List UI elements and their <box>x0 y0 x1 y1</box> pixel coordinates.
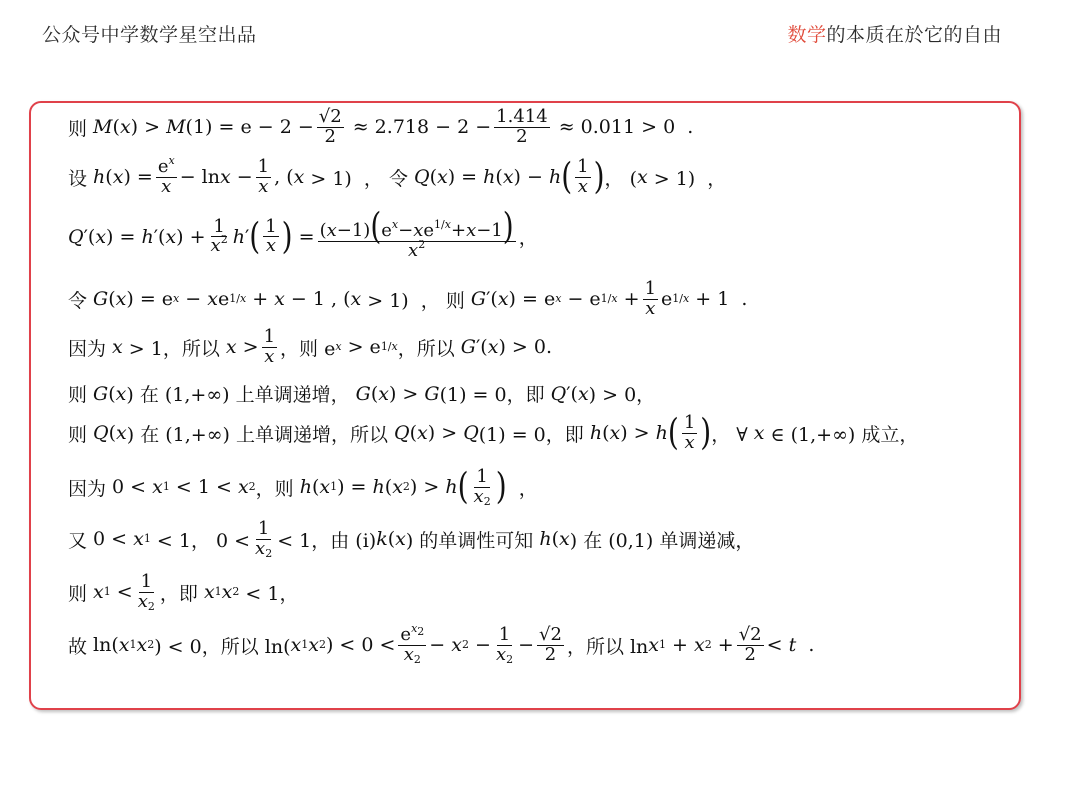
math-line-10: 则 x 1 < $\frac{1}{x_2}$ ，即 x 1 x 2 < 1， <box>68 571 299 613</box>
math-line-7: 则 Q ( x ) 在 (1,+∞) 上单调递增，所以 Q ( x ) > Q (1) = 0，即 h ( x ) > h ( $\frac{1}{x}$ ) ， ∀ x ∈ (1,+∞) 成立， <box>68 411 919 455</box>
header-left-title: 公众号中学数学星空出品 <box>42 24 257 46</box>
math-line-6: 则 G ( x ) 在 (1,+∞) 上单调递增， G ( x ) > G (1) = 0，即 Q ′( x ) > 0， <box>68 382 656 406</box>
math-line-3: Q ′( x ) = h ′( x ) + $\frac{1}{x^2}$ h ′ ( $\frac{1}{x}$ ) = $\frac{(x-1)(e^x-xe^{1/x}+x-1)}{x^2}$ ， <box>68 204 538 261</box>
math-line-2: 设 h ( x ) = $\frac{e^x}{x}$ − ln x − $\frac{1}{x}$ , ( x > 1) ， 令 Q ( x ) = h ( x ) − h ( $\frac{1}{x}$ ) ， ( x > 1) ， <box>68 154 727 199</box>
header-motto-rest: 的本质在於它的自由 <box>826 24 1002 46</box>
math-line-9: 又 0 < x 1 < 1， 0 < $\frac{1}{x_2}$ < 1，由 (i) k ( x ) 的单调性可知 h ( x ) 在 (0,1) 单调递减， <box>68 518 755 560</box>
math-line-5: 因为 x > 1，所以 x > $\frac{1}{x}$ ，则 e x > e 1/x ，所以 G ′( x ) > 0. <box>68 326 552 367</box>
math-line-8: 因为 0 < x 1 < 1 < x 2 ，则 h ( x 1 ) = h ( x 2 ) > h ( $\frac{1}{x_2}$ ) ， <box>68 465 538 509</box>
math-line-4: 令 G ( x ) = e x − x e 1/x + x − 1 , ( x > 1) ， 则 G ′( x ) = e x − e 1/x + $\frac{1}{x}$ e 1/x + 1 . <box>68 278 748 319</box>
header-motto-accent: 数学 <box>787 24 827 46</box>
math-line-1: 则 M ( x ) > M (1) = e − 2 − $\frac{√2}{2}$ ≈ 2.718 − 2 − $\frac{1.414}{2}$ ≈ 0.011 > 0 . <box>68 106 694 147</box>
math-line-11: 故 ln( x 1 x 2 ) < 0，所以 ln( x 1 x 2 ) < 0 < $\frac{e^{x_2}}{x_2}$ − x 2 − $\frac{1}{x_2}$ − $\frac{√2}{2}$ ，所以 ln x 1 + x 2 + $\frac{√2}{2}$ < t . <box>68 622 815 666</box>
header-right-motto <box>787 20 1002 47</box>
